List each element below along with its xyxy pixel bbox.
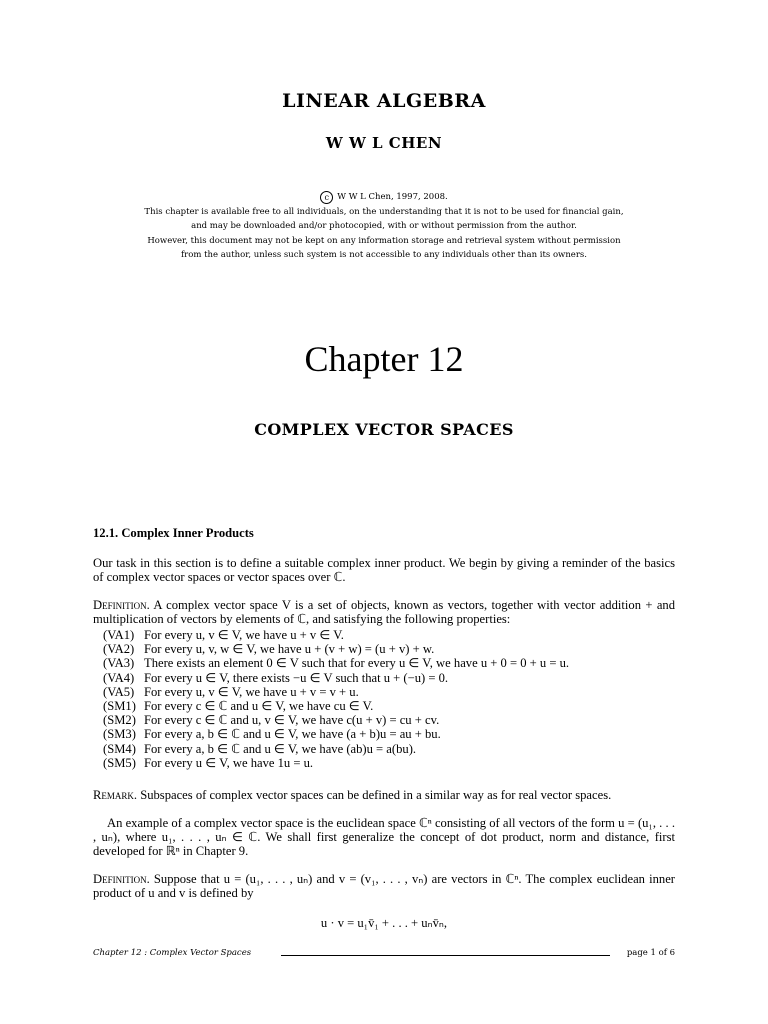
axiom-item: (VA2) For every u, v, w ∈ V, we have u + (v + w) = (u + v) + w. (103, 642, 435, 657)
chapter-heading: Chapter 12 (304, 339, 464, 379)
definition-2-label: Definition. (93, 872, 150, 886)
remark-paragraph (93, 788, 675, 802)
remark-label: Remark. (93, 788, 138, 802)
intro-paragraph: Our task in this section is to define a suitable complex inner product. We begin by giving a reminder of the basics of complex vector spaces or vector spaces over ℂ. (93, 556, 675, 585)
axiom-item: (SM4) For every a, b ∈ ℂ and u ∈ V, we have (ab)u = a(bu). (103, 741, 417, 756)
copyright-line-4: However, this document may not be kept on any information storage and retrieval system without permission (147, 235, 621, 246)
definition-label: Definition. (93, 598, 150, 612)
axiom-item: (VA5) For every u, v ∈ V, we have u + v = v + u. (103, 684, 359, 699)
axiom-list (93, 628, 675, 770)
copyright-line-2: This chapter is available free to all individuals, on the understanding that it is not to be used for financial gain, (144, 206, 624, 217)
section-heading: 12.1. Complex Inner Products (93, 526, 254, 540)
definition-2-text: Suppose that u = (u₁, . . . , uₙ) and v = (v₁, . . . , vₙ) are vectors in ℂⁿ. The complex euclidean inner product of u and v is defined by (93, 872, 675, 901)
copyright-line-5: from the author, unless such system is not accessible to any individuals other than its owners. (181, 250, 587, 260)
footer-rule (281, 955, 610, 956)
axiom-item: (VA4) For every u ∈ V, there exists −u ∈ V such that u + (−u) = 0. (103, 670, 449, 685)
chapter-title: COMPLEX VECTOR SPACES (254, 420, 514, 439)
inner-product-formula: u · v = u₁v̄₁ + . . . + uₙv̄ₙ, (320, 916, 448, 930)
axiom-item: (VA3) There exists an element 0 ∈ V such that for every u ∈ V, we have u + 0 = 0 + u = u. (103, 656, 570, 671)
definition-paragraph (93, 598, 675, 626)
axiom-item: (VA1) For every u, v ∈ V, we have u + v ∈ V. (103, 628, 344, 642)
axiom-item: (SM1) For every c ∈ ℂ and u ∈ V, we have cu ∈ V. (103, 698, 374, 713)
copyright-notice (0, 190, 768, 263)
axiom-item: (SM5) For every u ∈ V, we have 1u = u. (103, 755, 314, 770)
author-name: W W L CHEN (325, 134, 443, 152)
footer-chapter-label: Chapter 12 : Complex Vector Spaces (93, 948, 252, 958)
copyright-symbol: c (320, 191, 333, 204)
copyright-line-3: and may be downloaded and/or photocopied, with or without permission from the author. (191, 221, 577, 231)
document-title: LINEAR ALGEBRA (282, 90, 486, 112)
axiom-item: (SM3) For every a, b ∈ ℂ and u ∈ V, we have (a + b)u = au + bu. (103, 727, 441, 742)
remark-text: Subspaces of complex vector spaces can be defined in a similar way as for real vector spaces. (137, 788, 612, 802)
definition-text: A complex vector space V is a set of objects, known as vectors, together with vector addition + and multiplication of vectors by elements of ℂ, and satisfying the following properties: (93, 598, 675, 627)
copyright-line-1: c W W L Chen, 1997, 2008. (0, 190, 768, 205)
example-paragraph: An example of a complex vector space is the euclidean space ℂⁿ consisting of all vectors of the form u = (u₁, . . . , uₙ), where u₁, . . . , uₙ ∈ ℂ. We shall first generalize the concept of dot product, norm and distance, first developed for ℝⁿ in Chapter 9. (93, 816, 675, 859)
footer-page-number: page 1 of 6 (626, 948, 675, 958)
definition-2-paragraph (93, 872, 675, 900)
axiom-item: (SM2) For every c ∈ ℂ and u, v ∈ V, we have c(u + v) = cu + cv. (103, 713, 440, 728)
